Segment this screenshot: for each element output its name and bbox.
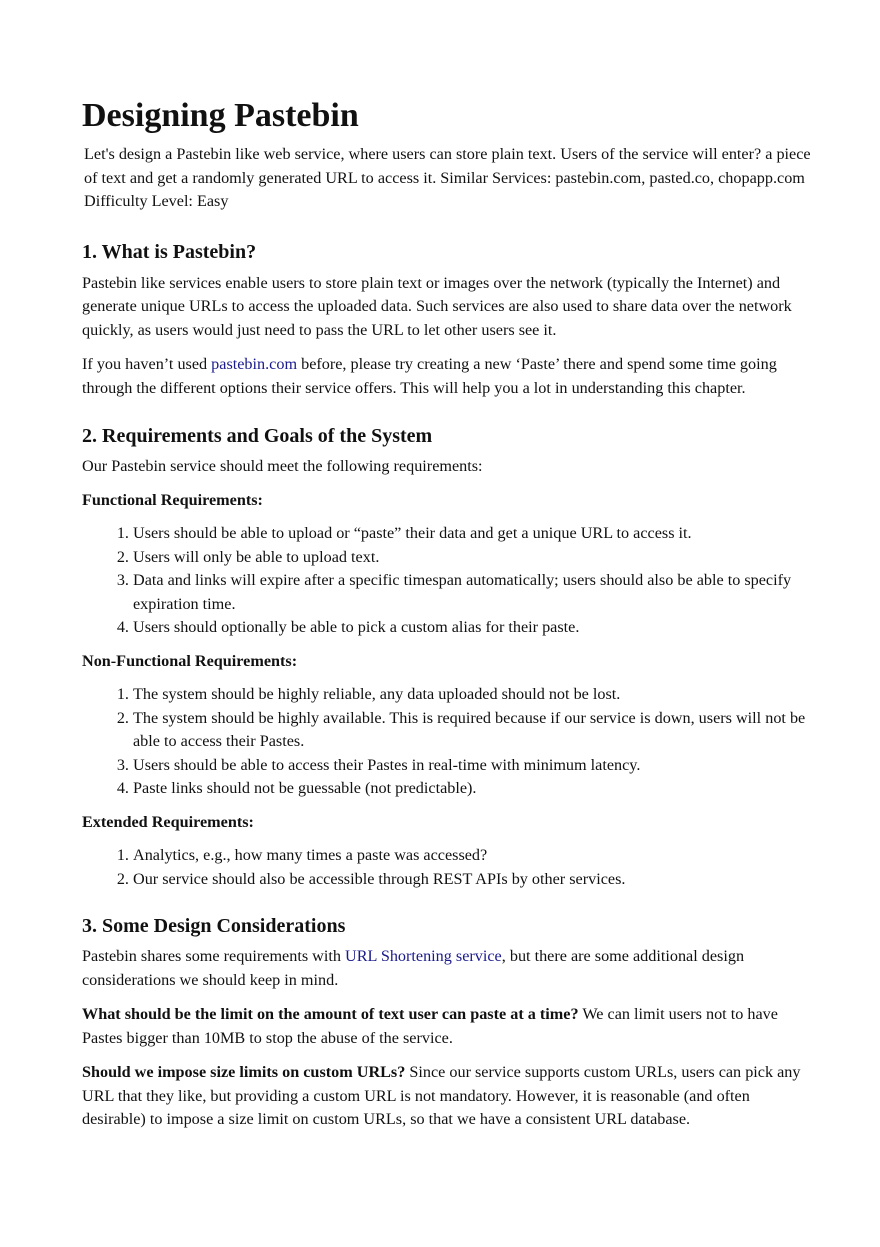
section-2-intro: Our Pastebin service should meet the following requirements: [82,457,483,475]
list-item: 1. Users should be able to upload or “paste” their data and get a unique URL to access it. [133,522,812,546]
non-functional-requirements-label: Non-Functional Requirements: [82,651,298,670]
list-item: 2. Users will only be able to upload text. [133,546,812,570]
list-item: 2. The system should be highly available. This is required because if our service is down, users will not be able to access their Pastes. [133,707,812,754]
extended-requirements-label: Extended Requirements: [82,812,254,831]
section-1-heading: 1. What is Pastebin? [82,240,257,263]
question-bold: What should be the limit on the amount of text user can paste at a time? [82,1005,579,1023]
extended-requirements-list [82,844,812,891]
answer-text: We can limit users not to have Pastes bigger than 10MB to stop the abuse of the service. [82,1005,778,1047]
list-item: 1. Analytics, e.g., how many times a paste was accessed? [133,844,812,868]
text-span: , but there are some additional design considerations we should keep in mind. [82,947,745,989]
text-span: If you haven’t used [82,355,212,373]
document-page [82,96,812,1132]
non-functional-requirements-list [82,683,812,801]
question-bold: Should we impose size limits on custom URLs? [82,1063,406,1081]
list-item: 4. Paste links should not be guessable (not predictable). [133,777,812,801]
functional-requirements-label: Functional Requirements: [82,490,263,509]
section-2-heading: 2. Requirements and Goals of the System [82,425,433,447]
list-item: 1. The system should be highly reliable, any data uploaded should not be lost. [133,683,812,707]
url-shortening-link[interactable]: URL Shortening service [345,947,502,965]
functional-requirements-list [82,522,812,640]
answer-text: Since our service supports custom URLs, users can pick any URL that they like, but providing a custom URL is not mandatory. However, it is reasonable (and often desirable) to impose a size limit on custom URLs, so that we have a consistent URL database. [82,1063,801,1128]
intro-paragraph: Let's design a Pastebin like web service, where users can store plain text. Users of the service will enter? a piece of text and get a randomly generated URL to access it. Similar Services: pastebin.com, pasted.co, chopapp.com Difficulty Level: Easy [84,145,811,210]
pastebin-link[interactable]: pastebin.com [211,355,298,373]
list-item: 2. Our service should also be accessible through REST APIs by other services. [133,868,812,892]
section-3-paragraph-1 [82,945,812,992]
list-item: 3. Users should be able to access their Pastes in real-time with minimum latency. [133,754,812,778]
section-3-heading: 3. Some Design Considerations [82,915,346,937]
list-item: 3. Data and links will expire after a specific timespan automatically; users should also be able to specify expiration time. [133,569,812,616]
question-text-limit [82,1003,812,1050]
text-span: Pastebin shares some requirements with [82,947,345,965]
list-item: 4. Users should optionally be able to pick a custom alias for their paste. [133,616,812,640]
section-1-paragraph-2 [82,353,812,400]
page-title: Designing Pastebin [82,97,359,134]
text-span: before, please try creating a new ‘Paste’ there and spend some time going through the different options their service offers. This will help you a lot in understanding this chapter. [82,355,777,397]
section-1-paragraph-1: Pastebin like services enable users to store plain text or images over the network (typically the Internet) and generate unique URLs to access the uploaded data. Such services are also used to share data over the network quickly, as users would just need to pass the URL to let other users see it. [82,273,792,339]
question-custom-url-limit [82,1061,812,1132]
